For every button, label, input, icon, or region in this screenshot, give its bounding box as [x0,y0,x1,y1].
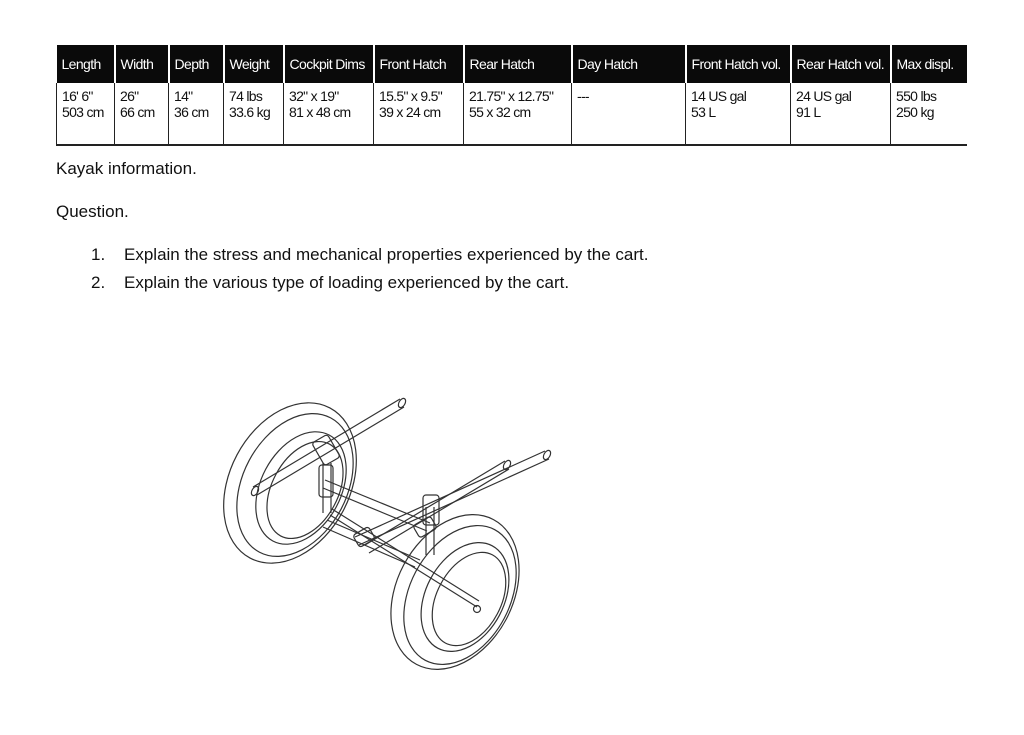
right-support-bars [355,449,552,553]
table-header-row [57,45,967,83]
kayak-cart-drawing [215,385,575,685]
cell-day-hatch: --- [572,83,686,145]
kayak-spec-table [56,45,967,146]
axle [330,509,479,607]
header-front-hatch-vol: Front Hatch vol. [686,45,791,83]
question-list [91,245,648,301]
header-rear-hatch-vol: Rear Hatch vol. [791,45,891,83]
cell-width: 26" 66 cm [115,83,169,145]
cell-rear-hatch-vol: 24 US gal 91 L [791,83,891,145]
list-item [91,273,648,301]
header-day-hatch: Day Hatch [572,45,686,83]
cell-max-displ: 550 lbs 250 kg [891,83,967,145]
cell-length: 16' 6" 503 cm [57,83,115,145]
header-weight: Weight [224,45,284,83]
cell-weight: 74 lbs 33.6 kg [224,83,284,145]
cell-front-hatch: 15.5" x 9.5" 39 x 24 cm [374,83,464,145]
header-max-displ: Max displ. [891,45,967,83]
left-wheel [215,385,383,586]
header-cockpit-dims: Cockpit Dims [284,45,374,83]
question-text: Explain the stress and mechanical properties experienced by the cart. [124,245,649,264]
table-caption: Kayak information. [56,159,197,178]
header-depth: Depth [169,45,224,83]
cell-cockpit-dims: 32" x 19" 81 x 48 cm [284,83,374,145]
question-number: 1. [91,245,106,264]
cell-depth: 14" 36 cm [169,83,224,145]
question-number: 2. [91,273,106,292]
header-width: Width [115,45,169,83]
question-label: Question. [56,202,129,221]
list-item [91,245,648,273]
cell-rear-hatch: 21.75" x 12.75" 55 x 32 cm [464,83,572,145]
header-rear-hatch: Rear Hatch [464,45,572,83]
header-front-hatch: Front Hatch [374,45,464,83]
question-text: Explain the various type of loading experienced by the cart. [124,273,570,292]
cell-front-hatch-vol: 14 US gal 53 L [686,83,791,145]
table-row [57,83,967,145]
right-wheel [365,492,544,685]
header-length: Length [57,45,115,83]
